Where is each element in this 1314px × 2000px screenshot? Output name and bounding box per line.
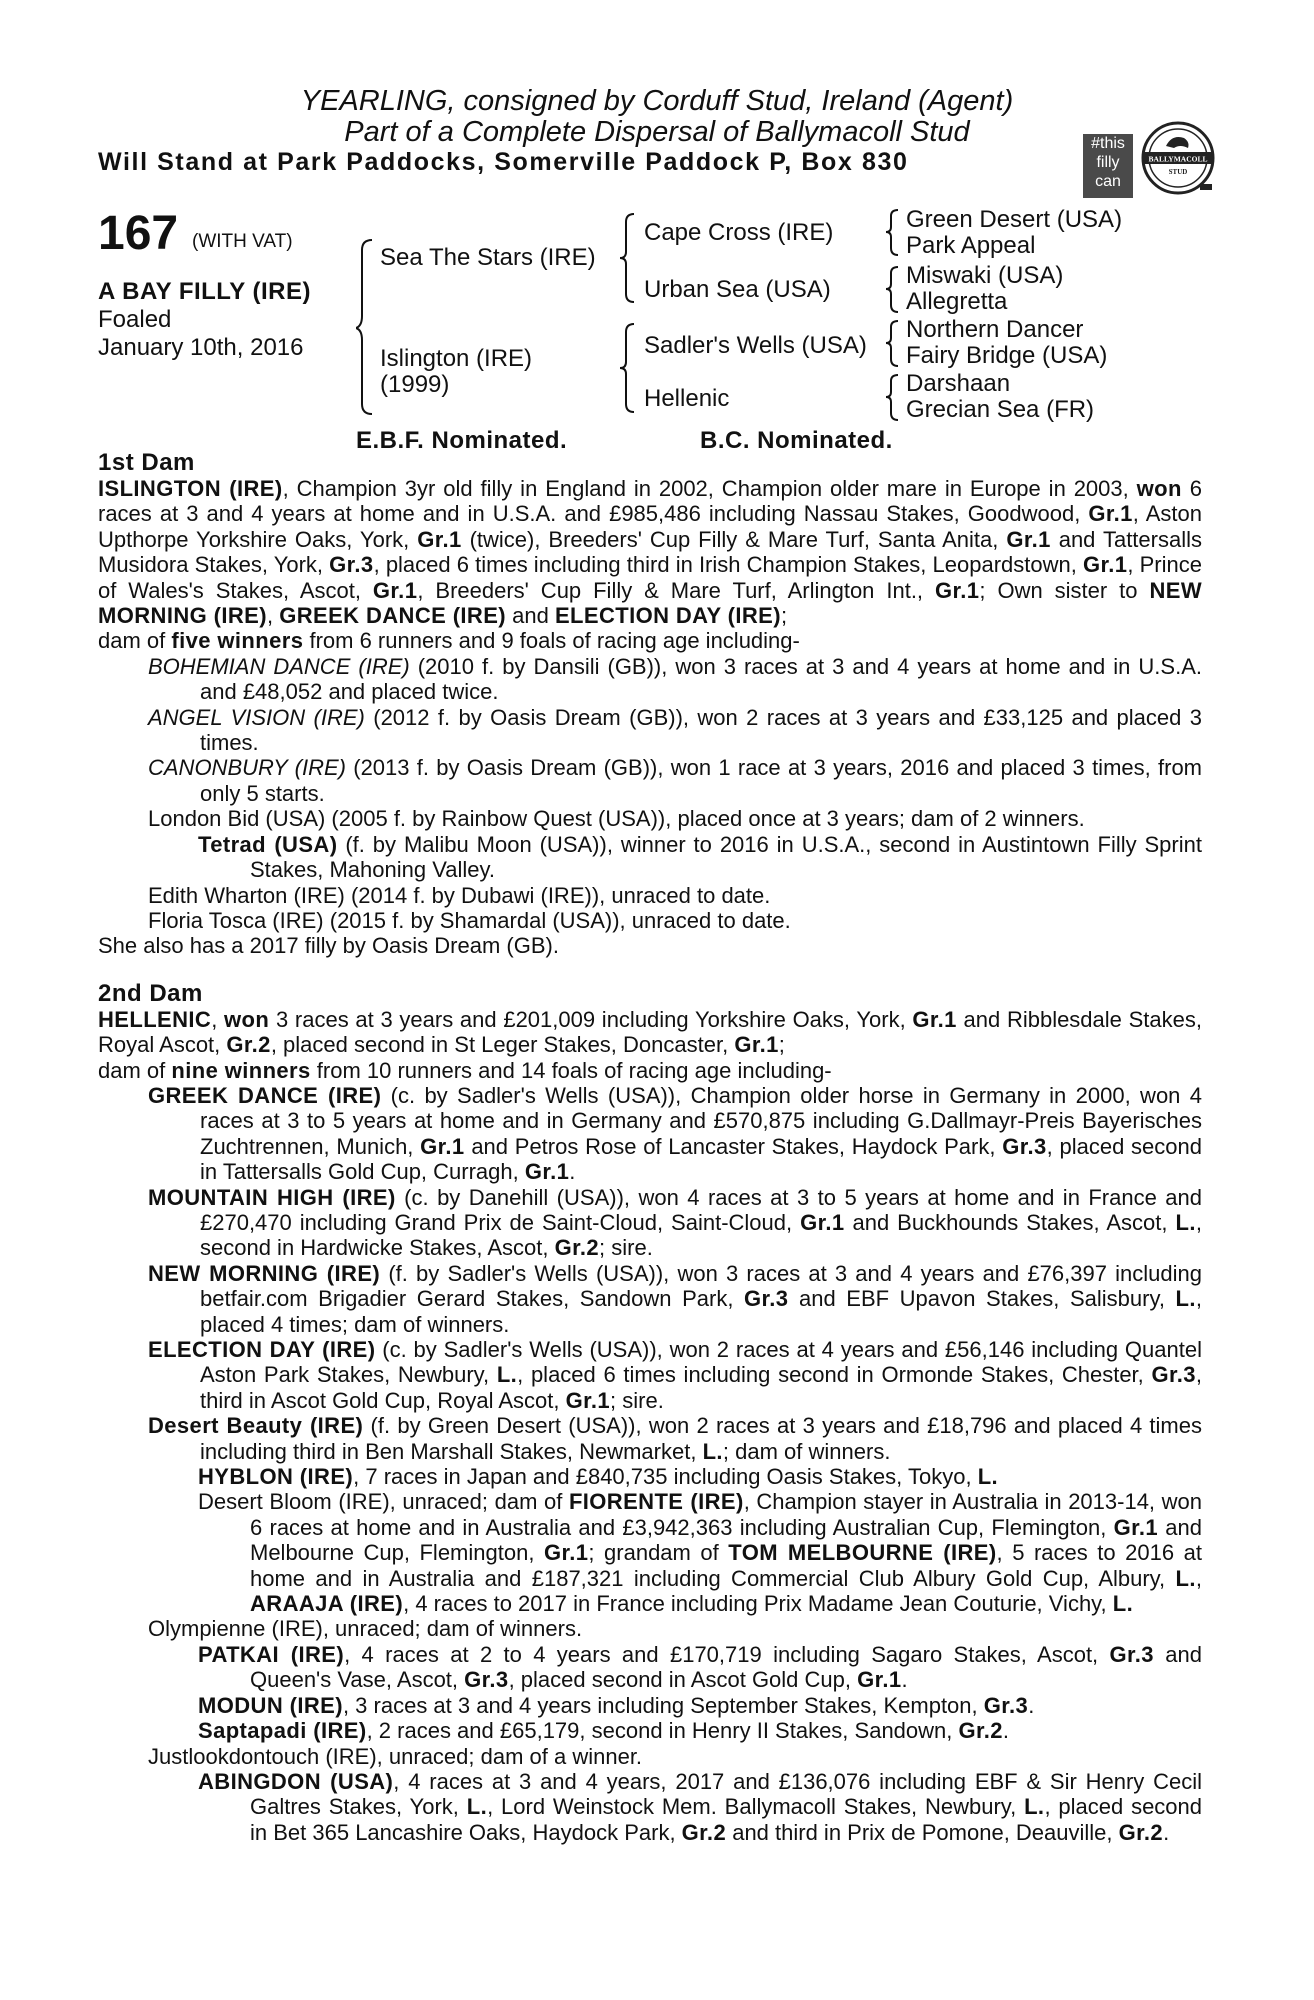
second-dam-section [98, 981, 1202, 1845]
produce-abingdon: ABINGDON (USA), 4 races at 3 and 4 years, 2017 and £136,076 including EBF & Sir Henry Cecil Galtres Stakes, York, L., Lord Weinstock Mem. Ballymacoll Stakes, Newbury, L., placed second in Bet 365 Lancashire Oaks, Haydock Park, Gr.2 and third in Prix de Pomone, Deauville, Gr.2. [198, 1768, 1203, 1845]
ebf-nomination: E.B.F. Nominated. [356, 427, 568, 454]
location-line: Will Stand at Park Paddocks, Somerville Paddock P, Box 830 [98, 148, 909, 176]
second-dam-paragraph: HELLENIC, won 3 races at 3 years and £201,009 including Yorkshire Oaks, York, Gr.1 and Ribblesdale Stakes, Royal Ascot, Gr.2, placed second in St Leger Stakes, Doncaster, Gr.1; [98, 1006, 1202, 1058]
pedigree-dam-dam: Hellenic [644, 385, 730, 412]
pedigree-sire-dam: Urban Sea (USA) [644, 276, 831, 303]
foaled-date: January 10th, 2016 [98, 334, 304, 361]
produce-desert-beauty: Desert Beauty (IRE) (f. by Green Desert (USA)), won 2 races at 3 years and £18,796 and placed 4 times including third in Ben Marshall Stakes, Newmarket, L.; dam of winners. [148, 1413, 1202, 1464]
pedigree-bracket-g2 [886, 265, 902, 315]
produce-hyblon: HYBLON (IRE), 7 races in Japan and £840,735 including Oasis Stakes, Tokyo, L. [198, 1464, 999, 1490]
pedigree-bracket-main [356, 238, 376, 416]
hashtag-line-1: #this [1091, 135, 1125, 152]
produce-floria-tosca: Floria Tosca (IRE) (2015 f. by Shamardal (USA)), unraced to date. [148, 907, 791, 933]
first-dam-heading: 1st Dam [98, 449, 195, 476]
produce-patkai: PATKAI (IRE), 4 races at 2 to 4 years and £170,719 including Sagaro Stakes, Ascot, Gr.3 and Queen's Vase, Ascot, Gr.3, placed second in Ascot Gold Cup, Gr.1. [198, 1641, 1202, 1693]
vat-label: (WITH VAT) [192, 231, 293, 252]
pedigree-bracket-dam [620, 322, 638, 414]
ballymacoll-stud-logo [1140, 120, 1216, 196]
pedigree-dam-year: (1999) [380, 371, 450, 398]
catalogue-body [98, 450, 1202, 1845]
consignment-line: YEARLING, consigned by Corduff Stud, Ireland (Agent) [300, 85, 1014, 117]
pedigree-bracket-g3 [886, 319, 902, 369]
produce-edith-wharton: Edith Wharton (IRE) (2014 f. by Dubawi (IRE)), unraced to date. [148, 882, 771, 908]
this-filly-can-logo [1083, 134, 1133, 198]
pedigree-g8: Grecian Sea (FR) [906, 396, 1095, 423]
pedigree-sire-sire: Cape Cross (IRE) [644, 219, 834, 246]
first-dam-name: ISLINGTON (IRE) [98, 476, 283, 501]
hashtag-line-3: can [1095, 173, 1121, 190]
produce-bohemian-dance: BOHEMIAN DANCE (IRE) (2010 f. by Dansili (GB)), won 3 races at 3 and 4 years at home and in U.S.A. and £48,052 and placed twice. [148, 653, 1202, 705]
svg-text:STUD: STUD [1168, 168, 1188, 176]
produce-election-day: ELECTION DAY (IRE) (c. by Sadler's Wells (USA)), won 2 races at 4 years and £56,146 including Quantel Aston Park Stakes, Newbury, L., placed 6 times including second in Ormonde Stakes, Chester, Gr.3, third in Ascot Gold Cup, Royal Ascot, Gr.1; sire. [148, 1337, 1202, 1413]
produce-tetrad: Tetrad (USA) (f. by Malibu Moon (USA)), winner to 2016 in U.S.A., second in Austintown Filly Sprint Stakes, Mahoning Valley. [198, 831, 1202, 883]
pedigree-g1: Green Desert (USA) [906, 206, 1123, 233]
pedigree-bracket-g1 [886, 208, 902, 258]
pedigree-g5: Northern Dancer [906, 316, 1084, 343]
pedigree-g4: Allegretta [906, 288, 1008, 315]
first-dam-paragraph: ISLINGTON (IRE), Champion 3yr old filly in England in 2002, Champion older mare in Europe in 2003, won 6 races at 3 and 4 years at home and in U.S.A. and £985,486 including Nassau Stakes, Goodwood, Gr.1, Aston Upthorpe Yorkshire Oaks, York, Gr.1 (twice), Breeders' Cup Filly & Mare Turf, Santa Anita, Gr.1 and Tattersalls Musidora Stakes, York, Gr.3, placed 6 times including third in Irish Champion Stakes, Leopardstown, Gr.1, Prince of Wales's Stakes, Ascot, Gr.1, Breeders' Cup Filly & Mare Turf, Arlington Int., Gr.1; Own sister to NEW MORNING (IRE), GREEK DANCE (IRE) and ELECTION DAY (IRE); [98, 476, 1202, 629]
produce-modun: MODUN (IRE), 3 races at 3 and 4 years including September Stakes, Kempton, Gr.3. [198, 1692, 1035, 1718]
produce-greek-dance: GREEK DANCE (IRE) (c. by Sadler's Wells (USA)), Champion older horse in Germany in 2000, won 4 races at 3 to 5 years at home and in Germany and £570,875 including G.Dallmayr-Preis Bayerisches Zuchtrennen, Munich, Gr.1 and Petros Rose of Lancaster Stakes, Haydock Park, Gr.3, placed second in Tattersalls Gold Cup, Curragh, Gr.1. [148, 1082, 1202, 1185]
horse-name: A BAY FILLY (IRE) [98, 278, 311, 305]
dispersal-line: Part of a Complete Dispersal of Ballymacoll Stud [344, 116, 970, 148]
produce-saptapadi: Saptapadi (IRE), 2 races and £65,179, second in Henry II Stakes, Sandown, Gr.2. [198, 1718, 1010, 1744]
pedigree-dam-sire: Sadler's Wells (USA) [644, 332, 867, 359]
first-dam-produce-summary: dam of five winners from 6 runners and 9 foals of racing age including- [98, 628, 800, 654]
pedigree-bracket-g4 [886, 373, 902, 423]
produce-justlookdontouch: Justlookdontouch (IRE), unraced; dam of a winner. [148, 1743, 643, 1769]
pedigree-g3: Miswaki (USA) [906, 262, 1064, 289]
pedigree-g6: Fairy Bridge (USA) [906, 342, 1108, 369]
produce-new-morning: NEW MORNING (IRE) (f. by Sadler's Wells (USA)), won 3 races at 3 and 4 years and £76,397 including betfair.com Brigadier Gerard Stakes, Sandown Park, Gr.3 and EBF Upavon Stakes, Salisbury, L., placed 4 times; dam of winners. [148, 1260, 1203, 1337]
pedigree-bracket-sire [620, 212, 638, 304]
lot-number: 167 [98, 207, 179, 260]
produce-2017-filly: She also has a 2017 filly by Oasis Dream (GB). [98, 933, 559, 959]
produce-canonbury: CANONBURY (IRE) (2013 f. by Oasis Dream (GB)), won 1 race at 3 years, 2016 and placed 3 times, from only 5 starts. [148, 755, 1203, 806]
pedigree-g7: Darshaan [906, 370, 1011, 397]
foaled-label: Foaled [98, 306, 172, 333]
hashtag-line-2: filly [1096, 154, 1120, 171]
pedigree-sire: Sea The Stars (IRE) [380, 244, 596, 271]
second-dam-produce-summary: dam of nine winners from 10 runners and 14 foals of racing age including- [98, 1057, 832, 1083]
first-dam-section [98, 450, 1202, 959]
produce-olympienne: Olympienne (IRE), unraced; dam of winners. [148, 1616, 583, 1642]
produce-london-bid: London Bid (USA) (2005 f. by Rainbow Quest (USA)), placed once at 3 years; dam of 2 winners. [148, 806, 1085, 832]
svg-text:BALLYMACOLL: BALLYMACOLL [1148, 154, 1208, 164]
produce-angel-vision: ANGEL VISION (IRE) (2012 f. by Oasis Dream (GB)), won 2 races at 3 years and £33,125 and placed 3 times. [148, 704, 1203, 756]
produce-mountain-high: MOUNTAIN HIGH (IRE) (c. by Danehill (USA)), won 4 races at 3 to 5 years at home and in France and £270,470 including Grand Prix de Saint-Cloud, Saint-Cloud, Gr.1 and Buckhounds Stakes, Ascot, L., second in Hardwicke Stakes, Ascot, Gr.2; sire. [148, 1184, 1202, 1261]
pedigree-dam: Islington (IRE) [380, 345, 533, 372]
produce-desert-bloom: Desert Bloom (IRE), unraced; dam of FIORENTE (IRE), Champion stayer in Australia in 2013-14, won 6 races at home and in Australia and £3,942,363 including Australian Cup, Flemington, Gr.1 and Melbourne Cup, Flemington, Gr.1; grandam of TOM MELBOURNE (IRE), 5 races to 2016 at home and in Australia and £187,321 including Commercial Club Albury Gold Cup, Albury, L., ARAAJA (IRE), 4 races to 2017 in France including Prix Madame Jean Couturie, Vichy, L. [198, 1489, 1202, 1617]
second-dam-heading: 2nd Dam [98, 979, 203, 1007]
pedigree-g2: Park Appeal [906, 232, 1036, 259]
bc-nomination: B.C. Nominated. [700, 427, 893, 454]
